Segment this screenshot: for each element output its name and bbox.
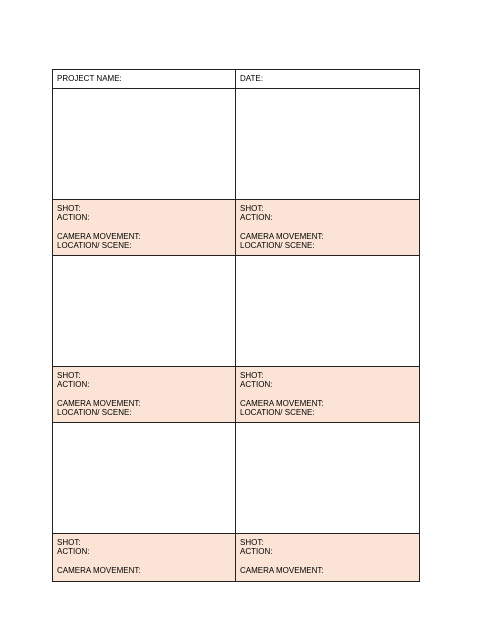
date-label: DATE: [240, 74, 263, 83]
shot-info-6[interactable] [236, 534, 419, 581]
frame-6[interactable] [236, 423, 419, 534]
shot-info-5[interactable] [53, 534, 236, 581]
action-label: ACTION: [240, 547, 273, 557]
project-name-field[interactable] [53, 70, 236, 89]
camera-movement-label: CAMERA MOVEMENT: [57, 398, 141, 408]
project-name-label: PROJECT NAME: [57, 74, 122, 83]
shot-info-2[interactable] [236, 200, 419, 256]
shot-label: SHOT: [240, 204, 264, 213]
action-label: ACTION: [57, 547, 90, 557]
frame-5[interactable] [53, 423, 236, 534]
frame-3[interactable] [53, 256, 236, 367]
date-field[interactable] [236, 70, 419, 89]
storyboard-sheet [52, 69, 420, 582]
frame-4[interactable] [236, 256, 419, 367]
action-label: ACTION: [57, 380, 90, 390]
shot-label: SHOT: [240, 371, 264, 380]
shot-info-3[interactable] [53, 367, 236, 423]
camera-movement-label: CAMERA MOVEMENT: [240, 398, 324, 408]
frame-2[interactable] [236, 89, 419, 200]
action-label: ACTION: [240, 213, 273, 223]
shot-info-1[interactable] [53, 200, 236, 256]
shot-label: SHOT: [57, 538, 81, 547]
camera-movement-label: CAMERA MOVEMENT: [240, 565, 324, 575]
action-label: ACTION: [57, 213, 90, 223]
action-label: ACTION: [240, 380, 273, 390]
location-scene-label: LOCATION/ SCENE: [57, 241, 132, 251]
camera-movement-label: CAMERA MOVEMENT: [57, 565, 141, 575]
camera-movement-label: CAMERA MOVEMENT: [240, 231, 324, 241]
shot-info-4[interactable] [236, 367, 419, 423]
shot-label: SHOT: [57, 371, 81, 380]
shot-label: SHOT: [57, 204, 81, 213]
location-scene-label: LOCATION/ SCENE: [57, 408, 132, 418]
location-scene-label: LOCATION/ SCENE: [240, 408, 315, 418]
shot-label: SHOT: [240, 538, 264, 547]
location-scene-label: LOCATION/ SCENE: [240, 241, 315, 251]
frame-1[interactable] [53, 89, 236, 200]
camera-movement-label: CAMERA MOVEMENT: [57, 231, 141, 241]
